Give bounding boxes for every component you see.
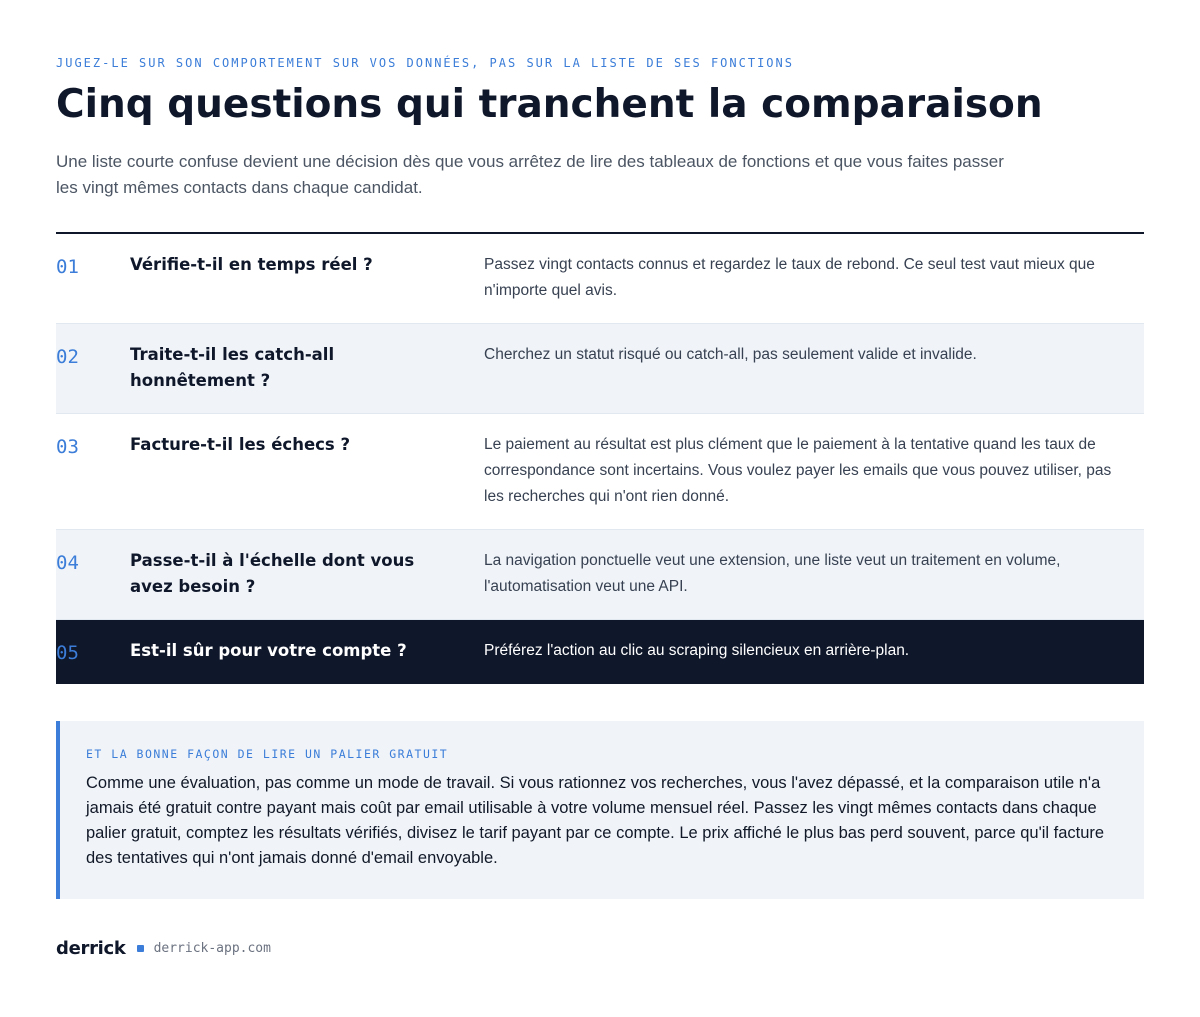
callout-label: ET LA BONNE FAÇON DE LIRE UN PALIER GRATUIT — [86, 747, 449, 761]
question-answer: Le paiement au résultat est plus clément que le paiement à la tentative quand les taux de correspondance sont incertains. Vous voulez payer les emails que vous pouvez utiliser, pas les recherches qui n'ont rien donné. — [484, 436, 1112, 505]
page-subtitle: Une liste courte confuse devient une décision dès que vous arrêtez de lire des tableaux de fonctions et que vous faites passer les vingt mêmes contacts dans chaque candidat. — [56, 152, 1004, 197]
question-answer: Passez vingt contacts connus et regardez le taux de rebond. Ce seul test vaut mieux que n'importe quel avis. — [484, 256, 1095, 299]
question-title: Facture-t-il les échecs ? — [130, 435, 351, 454]
website-link[interactable]: derrick-app.com — [153, 941, 271, 956]
separator-dot-icon — [137, 945, 144, 952]
question-answer: Préférez l'action au clic au scraping silencieux en arrière-plan. — [484, 642, 910, 659]
question-row-02 — [56, 324, 1144, 414]
callout-text: Comme une évaluation, pas comme un mode de travail. Si vous rationnez vos recherches, vous l'avez dépassé, et la comparaison utile n'a jamais été gratuit contre payant mais coût par email utilisable à votre volume mensuel réel. Passez les vingt mêmes contacts dans chaque palier gratuit, comptez les résultats vérifiés, divisez le tarif payant par ce compte. Le prix affiché le plus bas perd souvent, parce qu'il facture des tentatives qui n'ont jamais donné d'email envoyable. — [86, 774, 1105, 867]
free-tier-callout — [56, 721, 1144, 899]
question-row-04 — [56, 530, 1144, 620]
eyebrow-kicker: JUGEZ-LE SUR SON COMPORTEMENT SUR VOS DONNÉES, PAS SUR LA LISTE DE SES FONCTIONS — [56, 56, 794, 70]
footer — [56, 938, 271, 959]
question-number: 02 — [56, 346, 79, 368]
question-number: 01 — [56, 256, 79, 278]
brand-logo[interactable]: derrick — [56, 938, 126, 959]
question-title: Passe-t-il à l'échelle dont vous avez besoin ? — [130, 551, 415, 596]
questions-table — [56, 232, 1144, 684]
question-number: 03 — [56, 436, 79, 458]
question-title: Traite-t-il les catch-all honnêtement ? — [130, 345, 335, 390]
question-answer: Cherchez un statut risqué ou catch-all, pas seulement valide et invalide. — [484, 346, 977, 363]
question-number: 04 — [56, 552, 79, 574]
question-title: Est-il sûr pour votre compte ? — [130, 641, 407, 660]
question-row-05-highlighted — [56, 620, 1144, 684]
question-title: Vérifie-t-il en temps réel ? — [130, 255, 373, 274]
question-row-01 — [56, 234, 1144, 324]
question-row-03 — [56, 414, 1144, 530]
question-number: 05 — [56, 642, 79, 664]
page-title: Cinq questions qui tranchent la comparaison — [56, 82, 1043, 127]
question-answer: La navigation ponctuelle veut une extension, une liste veut un traitement en volume, l'automatisation veut une API. — [484, 552, 1061, 595]
